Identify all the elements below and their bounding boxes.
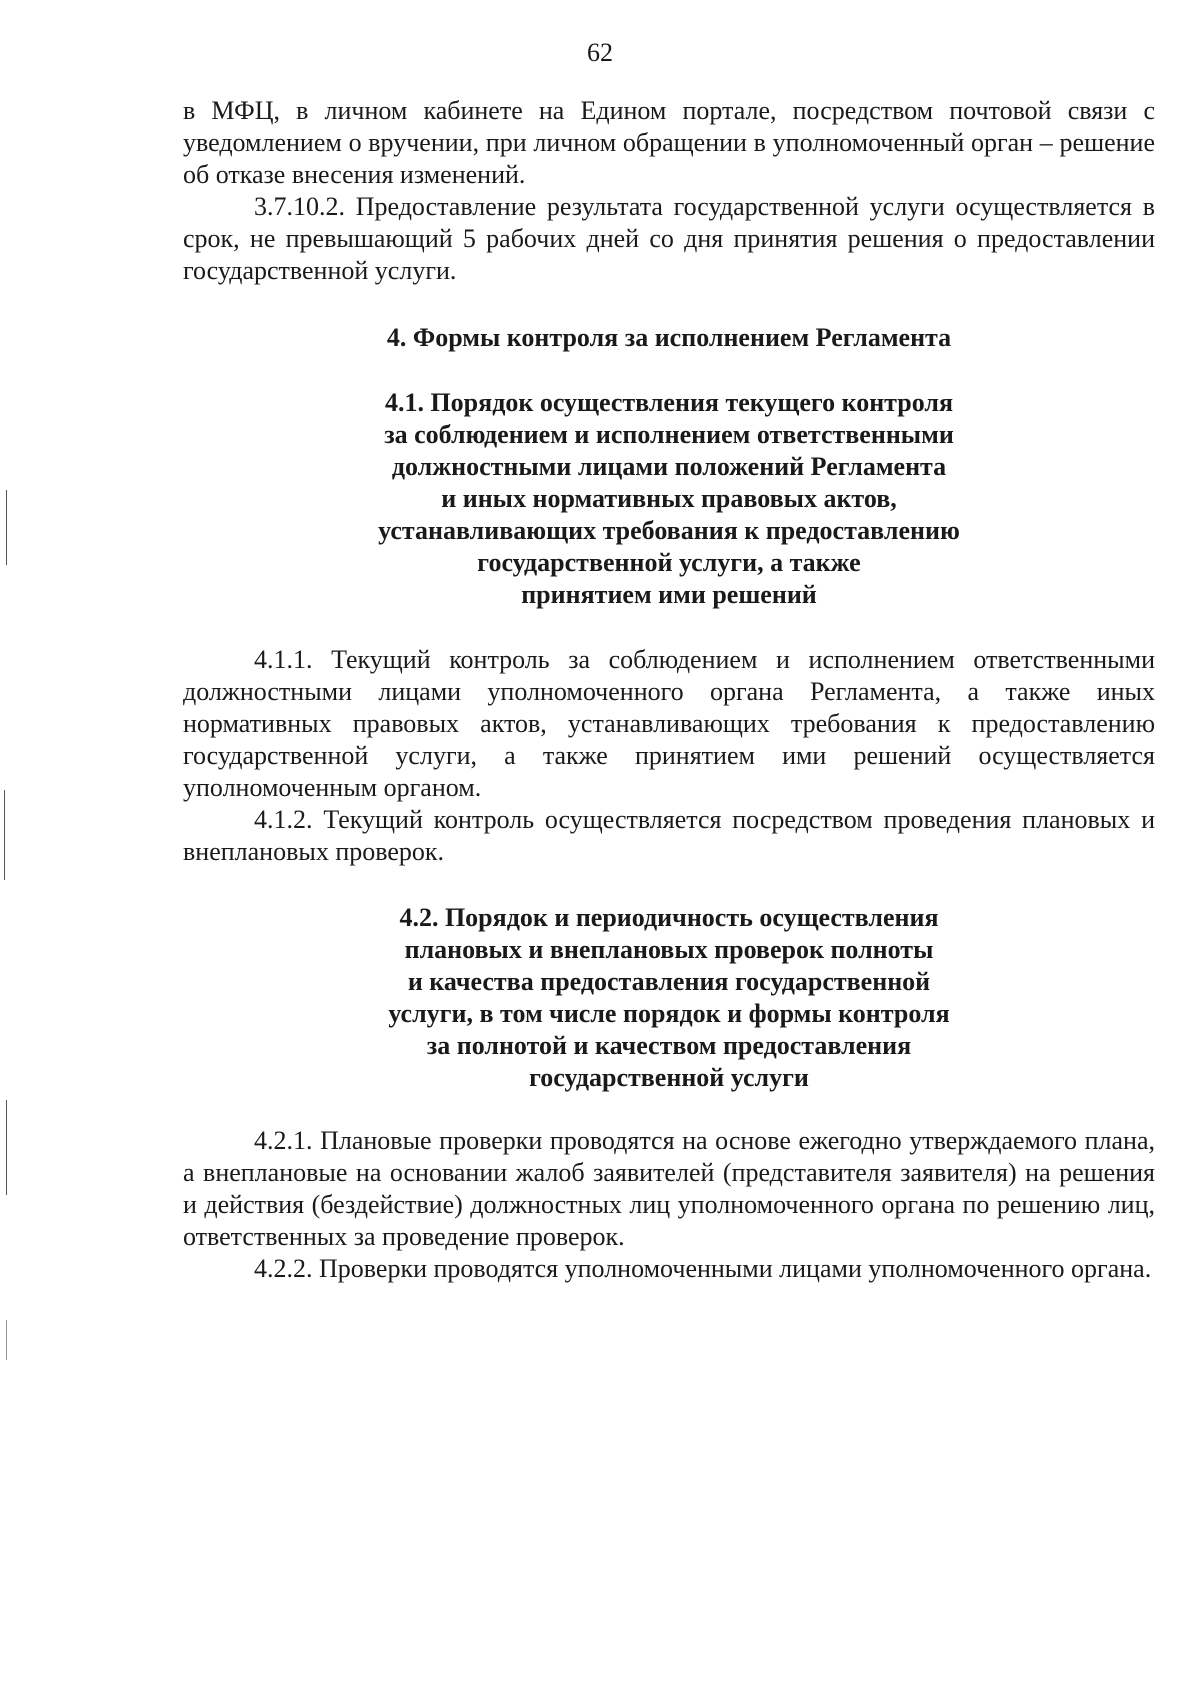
subsection-heading-4-2: [183, 902, 1155, 1094]
subsection-heading-4-1: [183, 387, 1155, 611]
heading-line: принятием ими решений: [521, 580, 817, 609]
paragraph-4-1-2: 4.1.2. Текущий контроль осуществляется посредством проведения плановых и внеплановых проверок.: [183, 805, 1155, 866]
text-block-4-2: [183, 1125, 1155, 1285]
heading-line: устанавливающих требования к предоставлению: [378, 516, 960, 545]
heading-line: 4.2. Порядок и периодичность осуществления: [399, 903, 939, 932]
heading-line: за соблюдением и исполнением ответственными: [384, 420, 954, 449]
scan-edge-mark: [6, 490, 7, 565]
heading-line: и иных нормативных правовых актов,: [441, 484, 897, 513]
heading-line: 4.1. Порядок осуществления текущего контроля: [384, 388, 954, 417]
section-heading-4: [183, 322, 1155, 354]
text-block-4-1: [183, 644, 1155, 868]
heading-line: услуги, в том числе порядок и формы контроля: [388, 999, 950, 1028]
heading-line: за полнотой и качеством предоставления: [426, 1031, 912, 1060]
heading-line: плановых и внеплановых проверок полноты: [404, 935, 934, 964]
text-block-3-7-10: [183, 95, 1155, 287]
page-number: 62: [587, 38, 613, 67]
scan-edge-mark: [4, 790, 5, 880]
scan-edge-mark: [6, 1320, 7, 1360]
heading-line: должностными лицами положений Регламента: [391, 452, 947, 481]
heading-line: государственной услуги: [529, 1063, 809, 1092]
paragraph-3-7-10-2: 3.7.10.2. Предоставление результата государственной услуги осуществляется в срок, не превышающий 5 рабочих дней со дня принятия решения о предоставлении государственной услуги.: [183, 192, 1155, 285]
heading-line: и качества предоставления государственной: [407, 967, 931, 996]
paragraph-mfc-delivery: в МФЦ, в личном кабинете на Едином портале, посредством почтовой связи с уведомлением о вручении, при личном обращении в уполномоченный орган – решение об отказе внесения изменений.: [183, 96, 1155, 189]
paragraph-4-2-1: 4.2.1. Плановые проверки проводятся на основе ежегодно утверждаемого плана, а внеплановые на основании жалоб заявителей (представителя заявителя) на решения и действия (бездействие) должностных лиц уполномоченного органа по решению лиц, ответственных за проведение проверок.: [183, 1126, 1155, 1251]
scan-edge-mark: [6, 1100, 7, 1195]
paragraph-4-2-2: 4.2.2. Проверки проводятся уполномоченными лицами уполномоченного органа.: [254, 1254, 1152, 1283]
section-heading-4-text: 4. Формы контроля за исполнением Регламента: [386, 323, 952, 352]
paragraph-4-1-1: 4.1.1. Текущий контроль за соблюдением и исполнением ответственными должностными лицами уполномоченного органа Регламента, а также иных нормативных правовых актов, устанавливающих требования к предоставлению государственной услуги, а также принятием ими решений осуществляется уполномоченным органом.: [183, 645, 1155, 802]
heading-line: государственной услуги, а также: [477, 548, 861, 577]
